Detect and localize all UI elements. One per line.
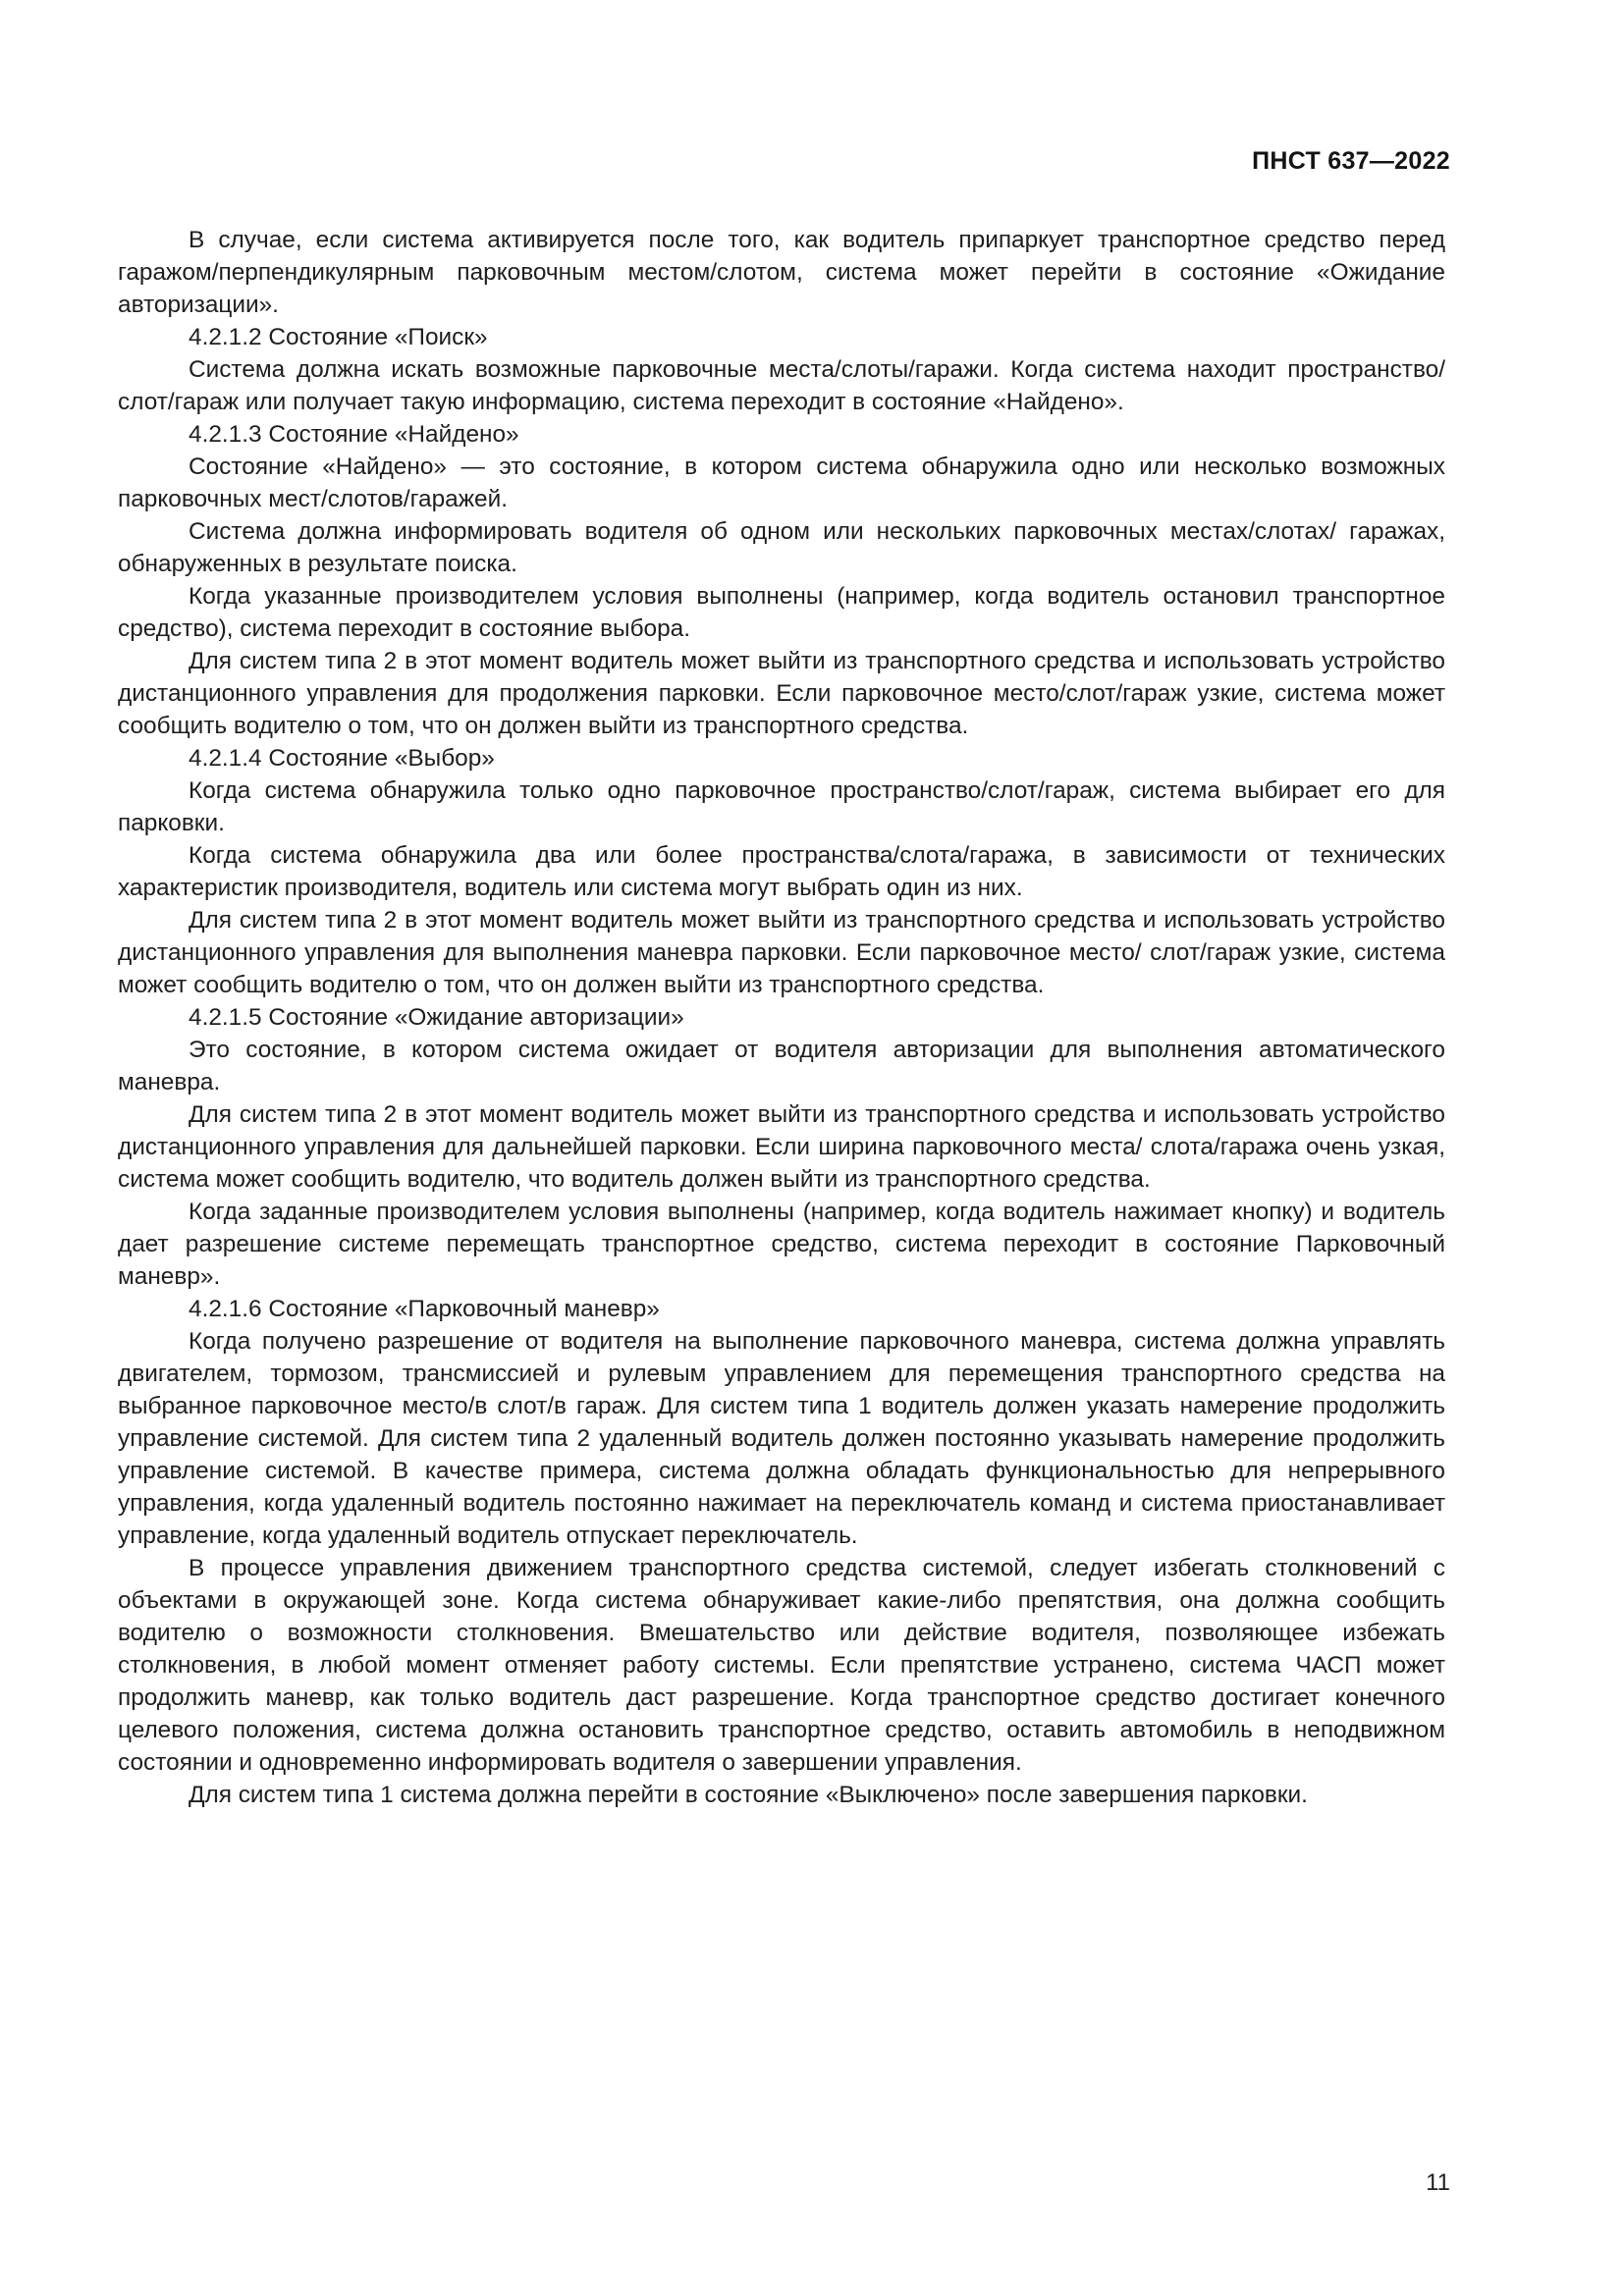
- paragraph: Состояние «Найдено» — это состояние, в котором система обнаружила одно или несколько возможных парковочных мест/слотов/гаражей.: [118, 454, 1445, 512]
- paragraph: Когда указанные производителем условия выполнены (например, когда водитель остановил транспортное средство), система переходит в состояние выбора.: [118, 583, 1445, 642]
- section-heading-4-2-1-6: 4.2.1.6 Состояние «Парковочный маневр»: [189, 1296, 660, 1322]
- paragraph: Когда заданные производителем условия выполнены (например, когда водитель нажимает кнопку) и водитель дает разрешение системе перемещать транспортное средство, система переходит в состояние Парковочный маневр».: [118, 1199, 1445, 1290]
- paragraph: Для систем типа 2 в этот момент водитель может выйти из транспортного средства и использовать устройство дистанционного управления для продолжения парковки. Если парковочное место/слот/гараж узкие, система может сообщить водителю о том, что он должен выйти из транспортного средства.: [118, 648, 1445, 739]
- page-number: 11: [1426, 2169, 1450, 2196]
- paragraph: В случае, если система активируется после того, как водитель припаркует транспортное средство перед гаражом/перпендикулярным парковочным местом/слотом, система может перейти в состояние «Ожидание авторизации».: [118, 227, 1445, 318]
- document-code: ПНСТ 637—2022: [1252, 147, 1450, 175]
- paragraph: Для систем типа 1 система должна перейти в состояние «Выключено» после завершения парковки.: [189, 1782, 1308, 1808]
- paragraph: Когда система обнаружила только одно парковочное пространство/слот/гараж, система выбирает его для парковки.: [118, 777, 1445, 836]
- paragraph: В процессе управления движением транспортного средства системой, следует избегать столкновений с объектами в окружающей зоне. Когда система обнаруживает какие-либо препятствия, она должна сообщить водителю о возможности столкновения. Вмешательство или действие водителя, позволяющее избежать столкновения, в любой момент отменяет работу системы. Если препятствие устранено, система ЧАСП может продолжить маневр, как только водитель даст разрешение. Когда транспортное средство достигает конечного целевого положения, система должна остановить транспортное средство, оставить автомобиль в неподвижном состоянии и одновременно информировать водителя о завершении управления.: [118, 1555, 1445, 1776]
- section-heading-4-2-1-5: 4.2.1.5 Состояние «Ожидание авторизации»: [189, 1004, 684, 1031]
- paragraph: Когда получено разрешение от водителя на выполнение парковочного маневра, система должна управлять двигателем, тормозом, трансмиссией и рулевым управлением для перемещения транспортного средства на выбранное парковочное место/в слот/в гараж. Для систем типа 1 водитель должен указать намерение продолжить управление системой. Для систем типа 2 удаленный водитель должен постоянно указывать намерение продолжить управление системой. В качестве примера, система должна обладать функциональностью для непрерывного управления, когда удаленный водитель постоянно нажимает на переключатель команд и система приостанавливает управление, когда удаленный водитель отпускает переключатель.: [118, 1328, 1445, 1549]
- section-heading-4-2-1-4: 4.2.1.4 Состояние «Выбор»: [189, 745, 495, 772]
- paragraph: Это состояние, в котором система ожидает от водителя авторизации для выполнения автоматического маневра.: [118, 1037, 1445, 1095]
- section-heading-4-2-1-2: 4.2.1.2 Состояние «Поиск»: [189, 324, 488, 350]
- paragraph: Система должна искать возможные парковочные места/слоты/гаражи. Когда система находит пространство/слот/гараж или получает такую информацию, система переходит в состояние «Найдено».: [118, 356, 1445, 415]
- paragraph: Для систем типа 2 в этот момент водитель может выйти из транспортного средства и использовать устройство дистанционного управления для выполнения маневра парковки. Если парковочное место/ слот/гараж узкие, система может сообщить водителю о том, что он должен выйти из транспортного средства.: [118, 907, 1445, 998]
- paragraph: Для систем типа 2 в этот момент водитель может выйти из транспортного средства и использовать устройство дистанционного управления для дальнейшей парковки. Если ширина парковочного места/ слота/гаража очень узкая, система может сообщить водителю, что водитель должен выйти из транспортного средства.: [118, 1101, 1445, 1193]
- paragraph: Система должна информировать водителя об одном или нескольких парковочных местах/слотах/ гаражах, обнаруженных в результате поиска.: [118, 518, 1445, 577]
- section-heading-4-2-1-3: 4.2.1.3 Состояние «Найдено»: [189, 421, 519, 448]
- paragraph: Когда система обнаружила два или более пространства/слота/гаража, в зависимости от технических характеристик производителя, водитель или система могут выбрать один из них.: [118, 842, 1445, 901]
- document-body: [118, 224, 1445, 1811]
